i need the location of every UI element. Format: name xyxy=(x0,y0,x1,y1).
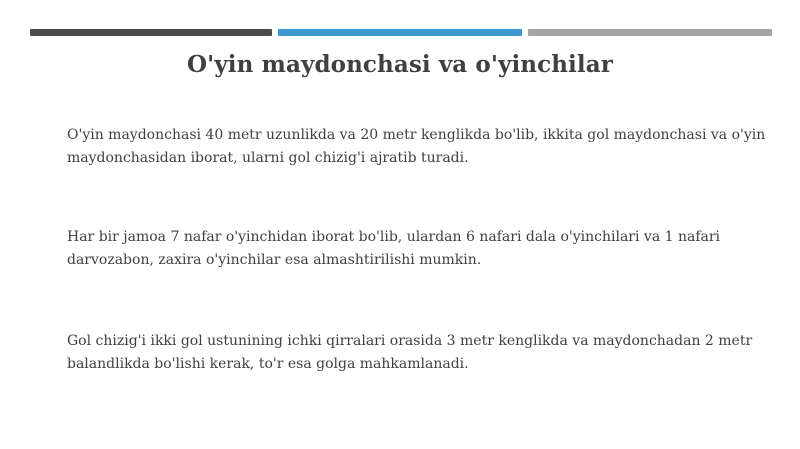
accent-bar-blue xyxy=(278,29,522,36)
paragraph-team-players: Har bir jamoa 7 nafar o'yinchidan iborat bo'lib, ulardan 6 nafari dala o'yinchilari va 1 nafari darvozabon, zaxira o'yinchilar esa almashtirilishi mumkin. xyxy=(67,229,721,268)
accent-bar-dark xyxy=(30,29,272,36)
paragraph-field-dimensions: O'yin maydonchasi 40 metr uzunlikda va 20 metr kenglikda bo'lib, ikkita gol maydonchasi va o'yin maydonchasidan iborat, ularni gol chizig'i ajratib turadi. xyxy=(67,127,766,166)
paragraph-goal-size: Gol chizig'i ikki gol ustunining ichki qirralari orasida 3 metr kenglikda va maydonchadan 2 metr balandlikda bo'lishi kerak, to'r esa golga mahkamlanadi. xyxy=(67,333,753,372)
header-accent-bars xyxy=(30,29,772,37)
slide-title: O'yin maydonchasi va o'yinchilar xyxy=(187,51,613,78)
accent-bar-gray xyxy=(528,29,772,36)
